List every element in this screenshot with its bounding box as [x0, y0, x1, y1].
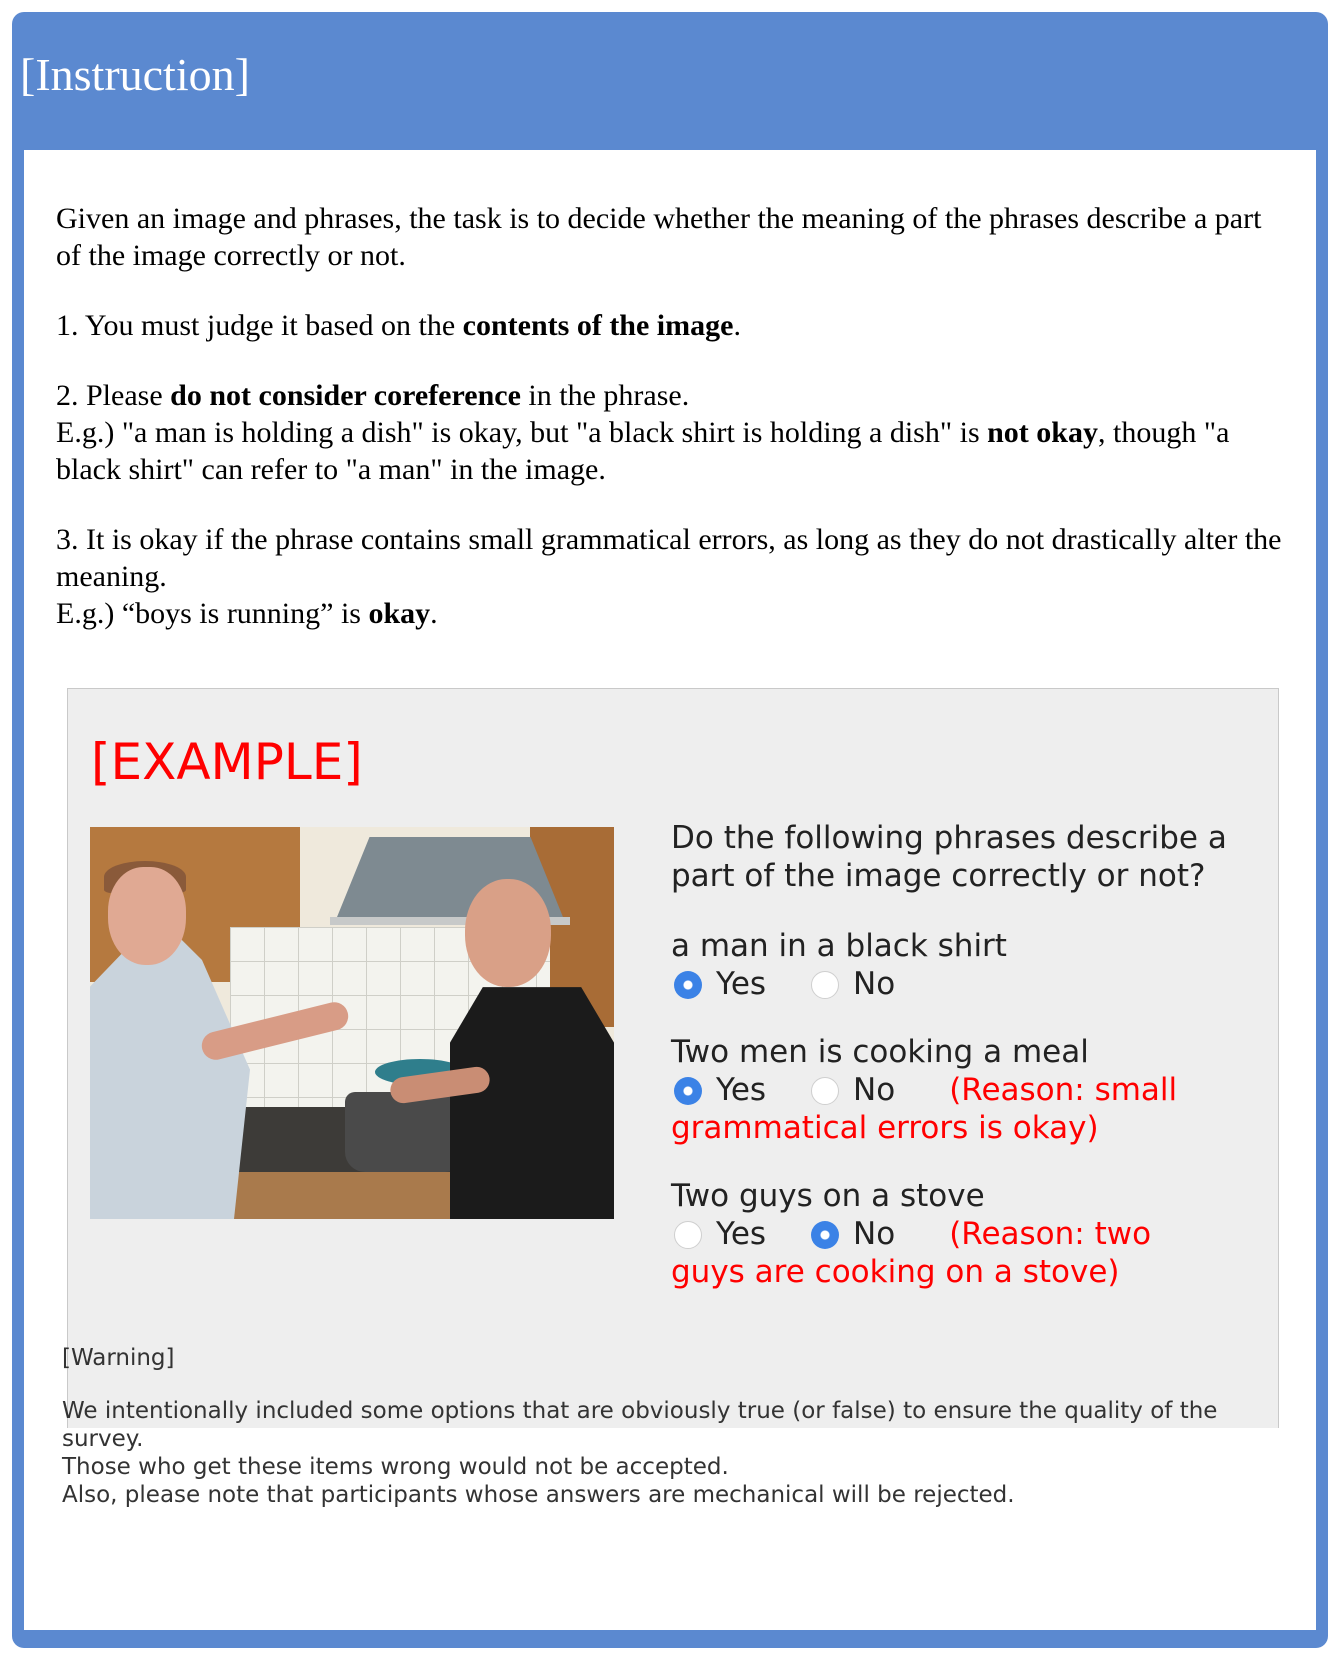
panel-title: [Instruction] [20, 49, 250, 100]
phrase-text: Two guys on a stove [671, 1178, 985, 1214]
yes-radio[interactable] [674, 1077, 702, 1105]
rule-2: 2. Please do not consider coreference in the phrase. E.g.) "a man is holding a dish" is okay, but "a black shirt is holding a dish" is not okay, though "a black shirt" can refer to "a man" in the image. [56, 379, 1230, 486]
reason-text: (Reason: two [949, 1216, 1152, 1252]
question-text: Do the following phrases describe a part of the image correctly or not? [671, 820, 1227, 894]
yes-option[interactable]: Yes [674, 965, 766, 1003]
no-option[interactable]: No [811, 1071, 895, 1109]
no-option[interactable]: No [811, 1215, 895, 1253]
example-box [67, 688, 1279, 1428]
warning-section [62, 1344, 1262, 1509]
reason-text-continued: grammatical errors is okay) [671, 1110, 1099, 1146]
warning-title: [Warning] [62, 1345, 175, 1371]
phrase-text: Two men is cooking a meal [671, 1034, 1089, 1070]
no-radio[interactable] [811, 1077, 839, 1105]
reason-text-continued: guys are cooking on a stove) [671, 1254, 1120, 1290]
phrase-text: a man in a black shirt [671, 928, 1007, 964]
yes-option[interactable]: Yes [674, 1071, 766, 1109]
phrase-item [671, 1177, 1251, 1291]
instruction-panel [12, 12, 1328, 1648]
no-option[interactable]: No [811, 965, 895, 1003]
instructions [56, 200, 1286, 665]
rule-3: 3. It is okay if the phrase contains small grammatical errors, as long as they do not drastically alter the meaning. E.g.) “boys is running” is okay. [56, 523, 1282, 630]
warning-line: We intentionally included some options that are obviously true (or false) to ensure the quality of the survey. [62, 1398, 1218, 1452]
warning-line: Also, please note that participants whose answers are mechanical will be rejected. [62, 1482, 1015, 1508]
content-area [24, 150, 1316, 1630]
no-radio[interactable] [811, 1221, 839, 1249]
intro-text: Given an image and phrases, the task is to decide whether the meaning of the phrases describe a part of the image correctly or not. [56, 202, 1262, 272]
reason-text: (Reason: small [949, 1072, 1178, 1108]
question-area [671, 819, 1251, 1321]
example-photo [90, 827, 614, 1219]
phrase-item [671, 927, 1251, 1003]
example-title: [EXAMPLE] [91, 733, 363, 791]
rule-1: 1. You must judge it based on the contents of the image. [56, 309, 741, 342]
yes-radio[interactable] [674, 1221, 702, 1249]
phrase-item [671, 1033, 1251, 1147]
warning-line: Those who get these items wrong would not be accepted. [62, 1454, 729, 1480]
yes-option[interactable]: Yes [674, 1215, 766, 1253]
no-radio[interactable] [811, 971, 839, 999]
yes-radio[interactable] [674, 971, 702, 999]
